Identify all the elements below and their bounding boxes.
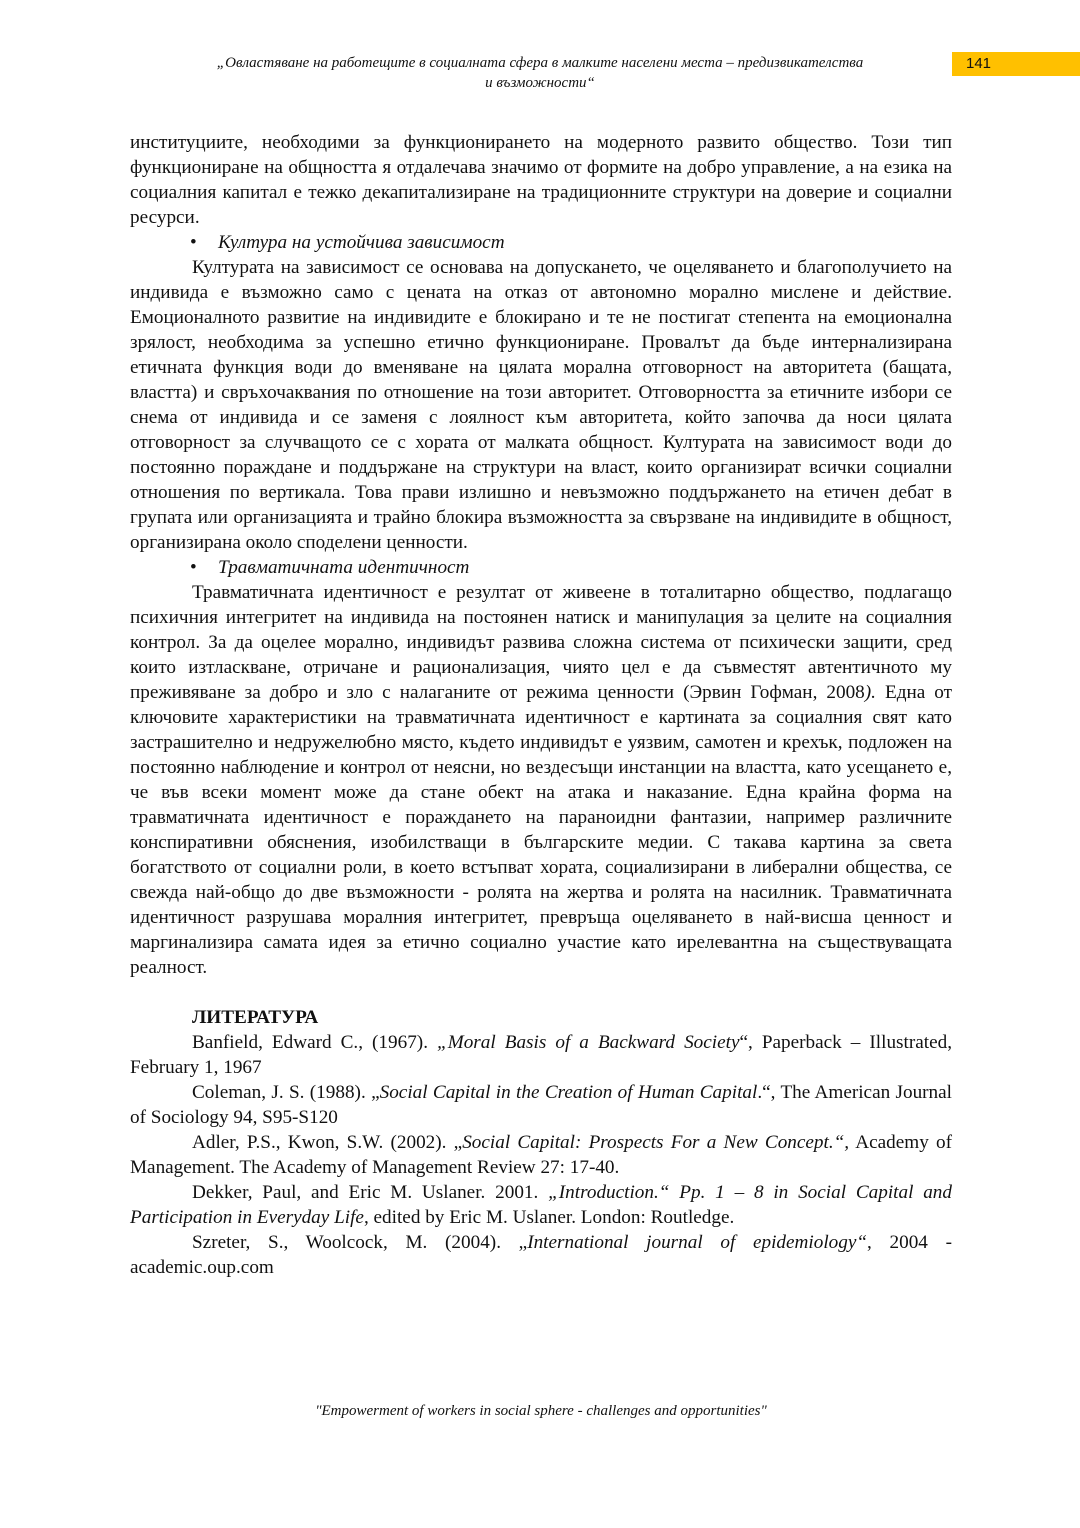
reference-author: Coleman, J. S. (1988). „ xyxy=(192,1082,380,1103)
paragraph-text-part: Една от ключовите характеристики на травматичната идентичност е картината за социалния свят като застрашително и недружелюбно място, където индивидът е уязвим, самотен и крехък, подложен на постоянно наблюдение и контрол от неясни, но вездесъщи инстанции на властта, като усещането е, че във всеки момент може да стане обект на атака и наказание. Една крайна форма на травматичната идентичност е пораждането на параноидни фантазии, например различните конспиративни обяснения, изобилстващи в българските медии. С такава картина за света богатството от социални роли, в което встъпват хората, социализирани в либерални общества, се свежда най-общо до две възможности - ролята на жертва и ролята на насилник. Травматичната идентичност разрушава моралния интегритет, превръща оцеляването в най-висша ценност и маргинализира самата идея за етично социално участие като ирелевантна на съществуващата реалност. xyxy=(130,682,953,978)
header-title-line1: „Овластяване на работещите в социалната сфера в малките населени места – предизвикателства xyxy=(216,55,864,71)
bullet-label: Травматичната идентичност xyxy=(218,557,470,578)
reference-title: „Introduction.“ Pp. 1 – 8 in Social Capital and Participation in Everyday Life xyxy=(130,1182,952,1228)
bullet-icon: • xyxy=(190,232,197,253)
article-body xyxy=(130,130,952,1280)
running-header xyxy=(130,53,950,93)
reference-author: Szreter, S., Woolcock, M. (2004). „ xyxy=(192,1232,528,1253)
reference-title: International journal of epidemiology“ xyxy=(527,1232,868,1253)
reference-source: , 2004 - academic.oup.com xyxy=(130,1232,952,1278)
reference-author: Banfield, Edward C., (1967). xyxy=(192,1032,438,1053)
bullet-item-dependency-culture xyxy=(130,230,952,255)
reference-author: Adler, P.S., Kwon, S.W. (2002). „ xyxy=(192,1132,463,1153)
bullet-icon: • xyxy=(190,557,197,578)
reference-source: , edited by Eric M. Uslaner. London: Routledge. xyxy=(363,1207,735,1228)
running-footer: "Empowerment of workers in social sphere - challenges and opportunities" xyxy=(315,1403,767,1419)
reference-source: Academy of Management. The Academy of Management Review 27: 17-40. xyxy=(130,1132,952,1178)
reference-title: Social Capital in the Creation of Human Capital xyxy=(379,1082,758,1103)
reference-source: “, Paperback – Illustrated, February 1, 1967 xyxy=(130,1032,952,1078)
reference-item xyxy=(130,1080,952,1130)
reference-source: .“, The American Journal of Sociology 94, S95-S120 xyxy=(130,1082,953,1128)
reference-author: Dekker, Paul, and Eric M. Uslaner. 2001. xyxy=(192,1182,549,1203)
paragraph-continuation: институциите, необходими за функционирането на модерното развито общество. Този тип функциониране на общността я отдалечава значимо от формите на добро управление, а на езика на социалния капитал е тежко декапитализиране на традиционните структури на доверие и социални ресурси. xyxy=(130,132,952,228)
reference-item xyxy=(130,1130,952,1180)
header-title-line2: и възможности“ xyxy=(485,75,595,91)
bullet-label: Култура на устойчива зависимост xyxy=(218,232,505,253)
paragraph-dependency-culture: Културата на зависимост се основава на допускането, че оцеляването и благополучието на индивида е възможно само с цената на отказ от автономно морално мислене и действие. Емоционалното развитие на индивидите е блокирано и те не постигат степента на емоционална зрялост, необходима за успешно етично функциониране. Провалът да бъде интернализирана етичната функция води до вменяване на цялата морална отговорност на авторитета (бащата, властта) и свръхочаквания по отношение на този авторитет. Отговорността за етичните избори се снема от индивида и се заменя с лоялност към авторитета, който започва да носи цялата отговорност за случващото се с хората от малката общност. Културата на зависимост води до постоянно пораждане и поддържане на структури на власт, които организират всички социални отношения по вертикала. Това прави излишно и невъзможно поддържането на етичен дебат в групата или организацията и трайно блокира възможността за свързване на индивидите в общност, организирана около споделени ценности. xyxy=(130,257,952,553)
paragraph-traumatic-identity xyxy=(130,580,952,980)
reference-item xyxy=(130,1180,952,1230)
reference-title: „Moral Basis of a Backward Society xyxy=(437,1032,740,1053)
reference-title: Social Capital: Prospects For a New Concept.“, xyxy=(462,1132,850,1153)
references-heading: ЛИТЕРАТУРА xyxy=(192,1007,319,1028)
reference-item xyxy=(130,1030,952,1080)
reference-item xyxy=(130,1230,952,1280)
page-number-badge: 141 xyxy=(952,52,1080,76)
paragraph-text-part: Травматичната идентичност е резултат от живеене в тоталитарно общество, подлагащо психичния интегритет на индивида на постоянен натиск и манипулация за целите на социалния контрол. За да оцелее морално, индивидът развива сложна система от психически защити, сред които изтласкване, отричане и рационализация, чиято цел е да съвместят автентичното му преживяване за добро и зло с налаганите от режима ценности (Эрвин Гофман, 2008 xyxy=(130,582,952,703)
paragraph-text-italic: ). xyxy=(864,682,876,703)
bullet-item-traumatic-identity xyxy=(130,555,952,580)
